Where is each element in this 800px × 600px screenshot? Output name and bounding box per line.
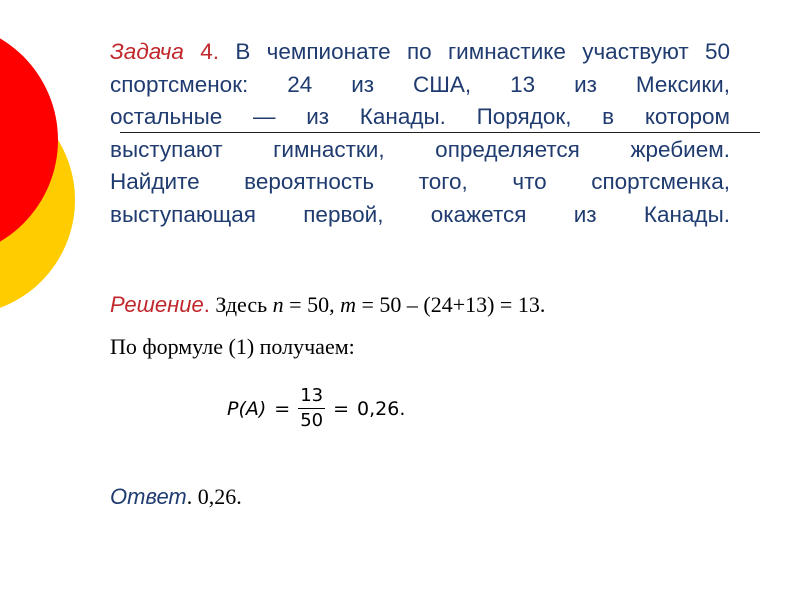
fraction-denominator: 50 xyxy=(300,410,324,431)
problem-line-4: выступают гимнастки, определяется жребием. xyxy=(110,136,730,162)
problem-statement xyxy=(110,36,730,231)
solution-label-dot: . xyxy=(203,292,210,317)
formula-intro: По формуле (1) получаем: xyxy=(110,334,355,359)
problem-line-3: остальные — из Канады. Порядок, в котором xyxy=(110,104,730,129)
m-value: = 50 – (24+13) = 13 xyxy=(355,292,540,317)
problem-line-5: Найдите вероятность того, что спортсменка, xyxy=(110,169,730,194)
answer-line xyxy=(110,484,242,510)
m-variable: m xyxy=(340,292,356,317)
fraction-numerator: 13 xyxy=(298,385,325,409)
formula-result: 0,26. xyxy=(357,397,406,420)
solution-here: Здесь xyxy=(209,292,273,317)
fraction xyxy=(298,385,325,432)
formula-equals-2: = xyxy=(333,397,350,420)
problem-line-2: спортсменок: 24 из США, 13 из Мексики, xyxy=(110,71,730,97)
n-variable: n xyxy=(272,292,284,317)
solution-end: . xyxy=(539,292,546,317)
problem-text-1: В чемпионате по гимнастике участвуют 50 xyxy=(219,39,730,64)
answer-value: . 0,26. xyxy=(186,484,242,509)
problem-line-6: выступающая первой, окажется из Канады. xyxy=(110,201,730,227)
solution-label: Решение xyxy=(110,292,204,317)
n-value: = 50, xyxy=(283,292,341,317)
probability-formula xyxy=(227,385,405,432)
decorative-circles xyxy=(0,0,90,320)
formula-equals-1: = xyxy=(274,397,291,420)
problem-line-1 xyxy=(110,36,730,69)
horizontal-rule xyxy=(120,132,760,133)
solution-line xyxy=(110,292,545,318)
task-number: 4. xyxy=(183,39,220,64)
formula-lhs: P(A) xyxy=(227,397,267,420)
answer-label: Ответ xyxy=(110,484,187,509)
task-label: Задача xyxy=(110,39,184,64)
